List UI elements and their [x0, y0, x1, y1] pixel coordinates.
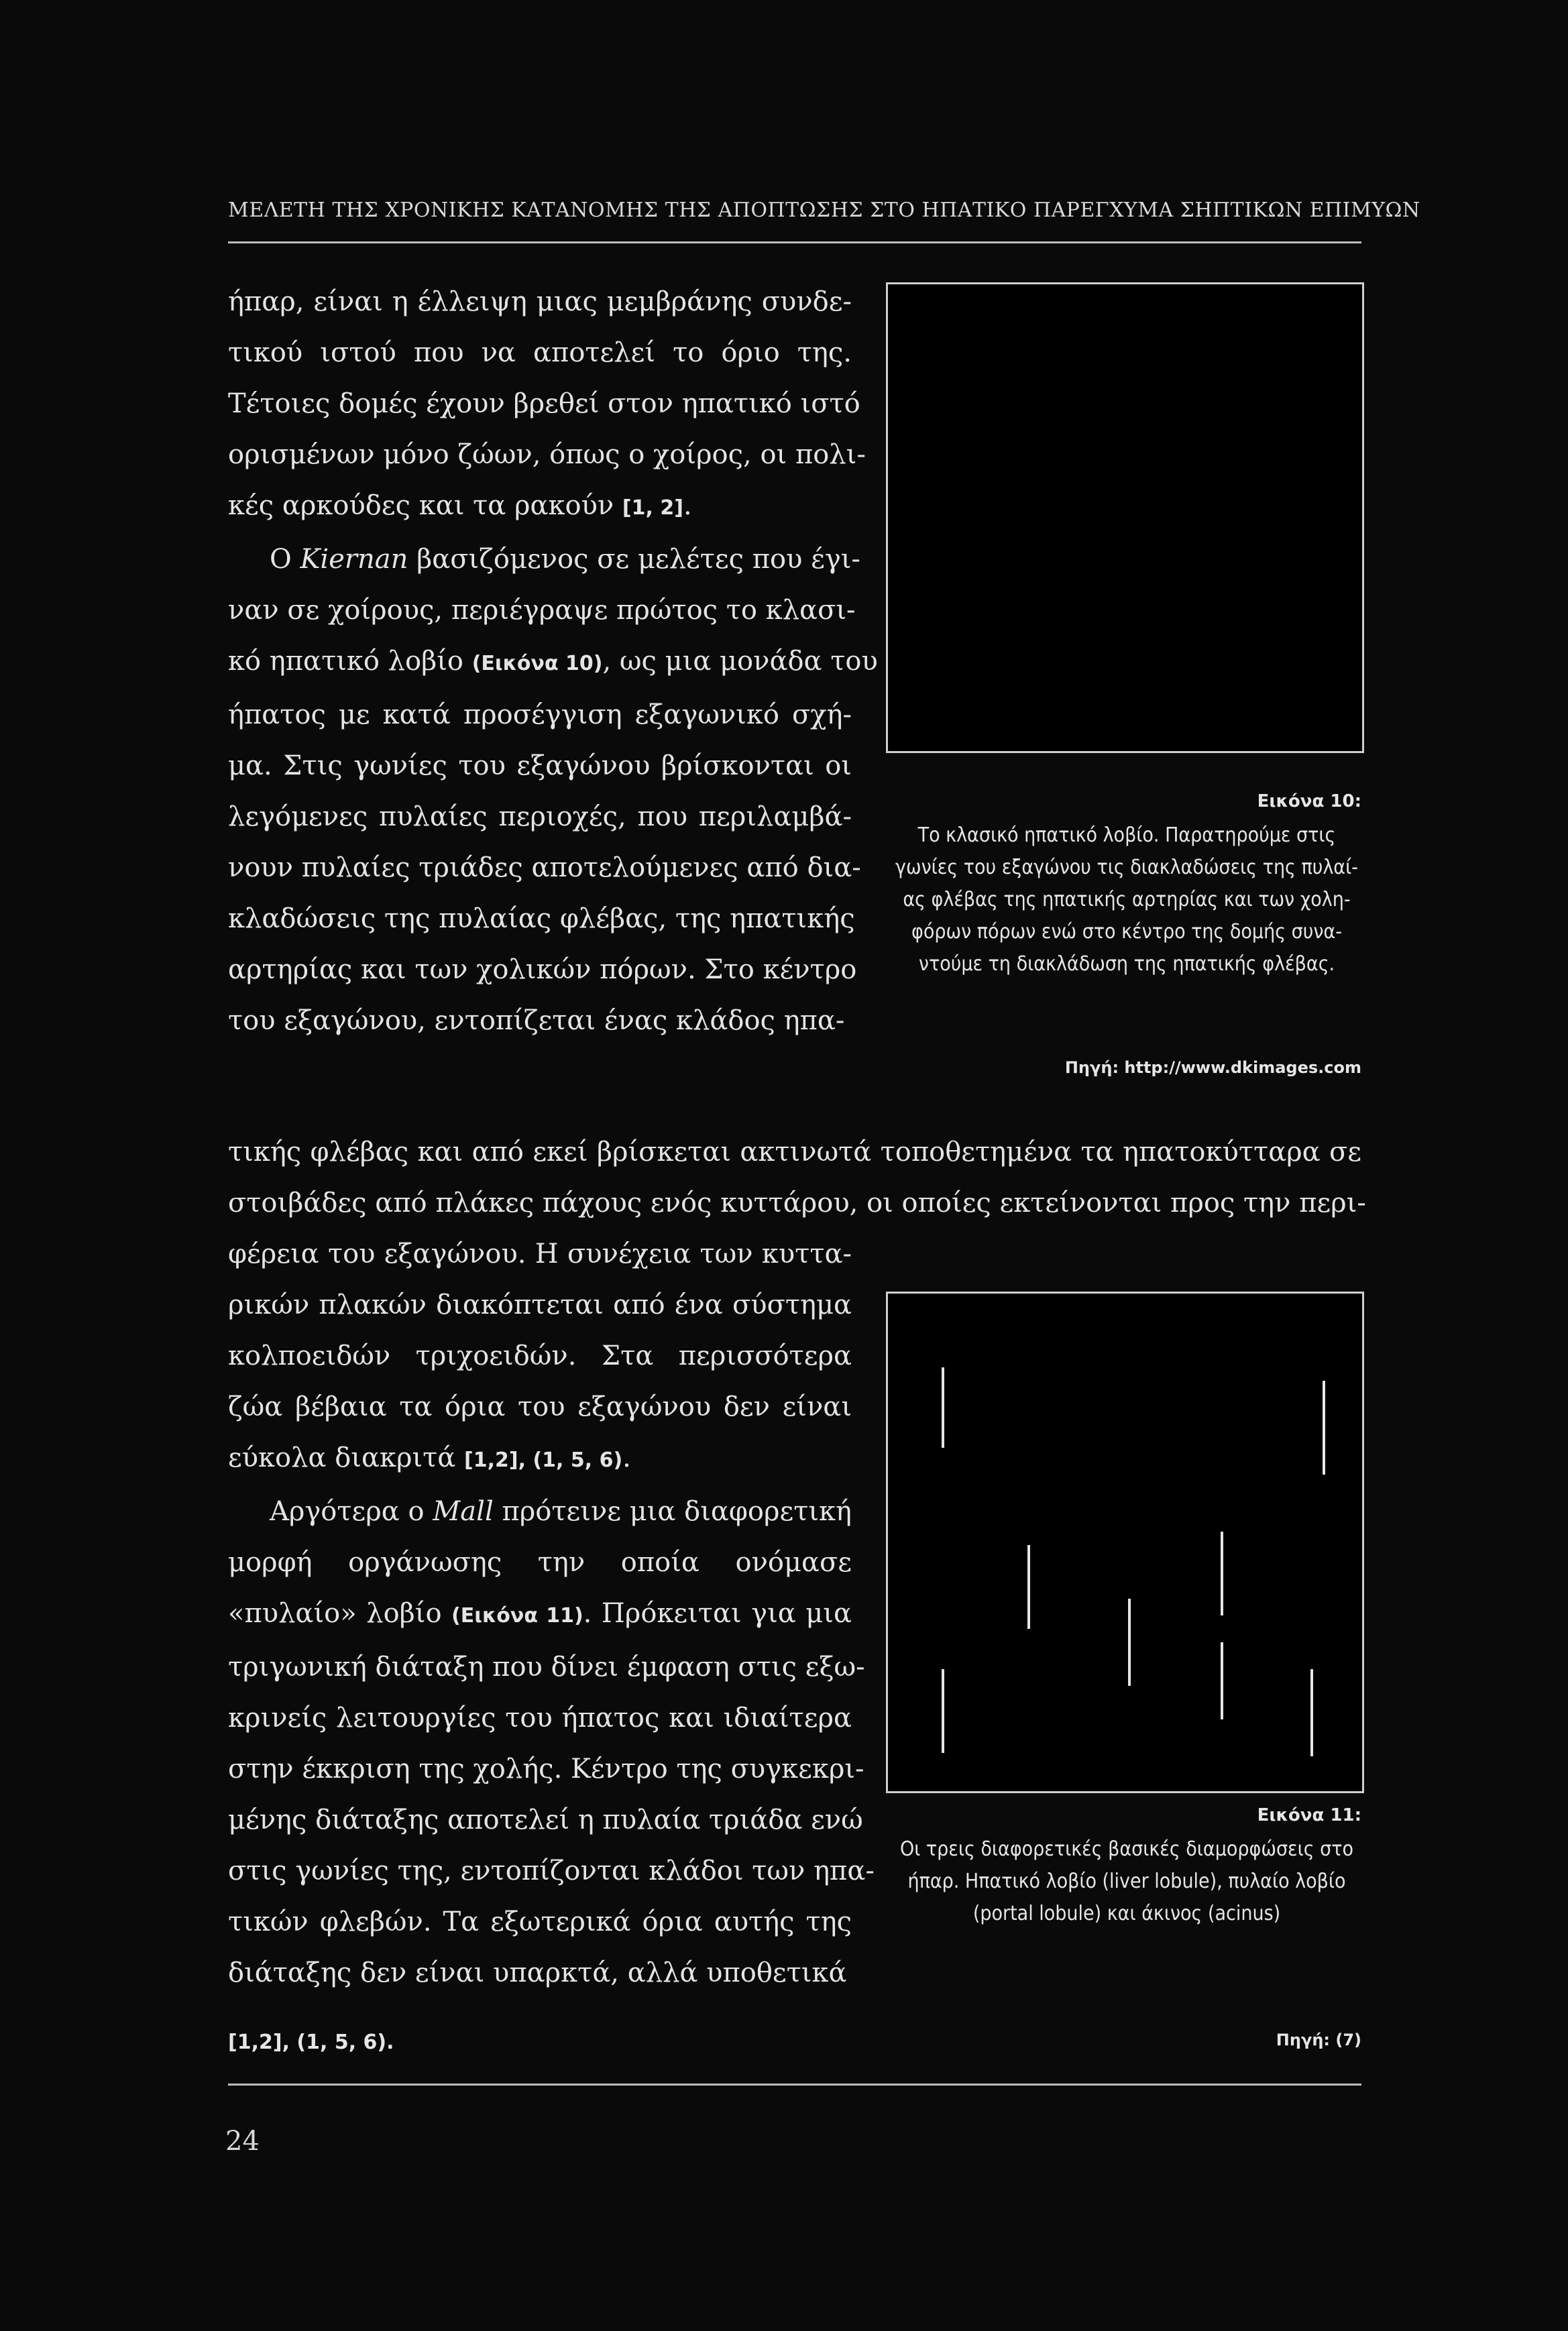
text-line: ρικών πλακών διακόπτεται από ένα σύστημα	[228, 1290, 852, 1320]
line-segment: βασιζόμενος σε μελέτες που έγι-	[408, 544, 860, 575]
caption-line: φόρων πόρων ενώ στο κέντρο της δομής συνα-	[911, 920, 1342, 944]
line-segment: εύκολα διακριτά	[228, 1442, 465, 1473]
author-name: Mall	[433, 1496, 494, 1527]
structure-line	[942, 1669, 944, 1753]
text-line: λεγόμενες πυλαίες περιοχές, που περιλαμβά-	[228, 801, 852, 832]
text-line	[228, 1432, 852, 1486]
text-line: ζώα βέβαια τα όρια του εξαγώνου δεν είναι	[228, 1391, 852, 1422]
structure-line	[1221, 1532, 1223, 1615]
caption-line: γωνίες του εξαγώνου τις διακλαδώσεις της πυλαί-	[895, 856, 1358, 879]
figure-11-label: Εικόνα 11:	[1257, 1805, 1361, 1825]
text-line: τικής φλέβας και από εκεί βρίσκεται ακτινωτά τοποθετημένα τα ηπατοκύτταρα σε	[228, 1137, 1361, 1168]
text-line: τικού ιστού που να αποτελεί το όριο της.	[228, 337, 852, 368]
caption-line: (portal lobule) και άκινος (acinus)	[972, 1902, 1281, 1925]
structure-line	[1128, 1599, 1131, 1686]
text-line: ήπατος με κατά προσέγγιση εξαγωνικό σχή-	[228, 699, 852, 730]
caption-line: ας φλέβας της ηπατικής αρτηρίας και των χολη-	[903, 888, 1351, 911]
text-line: φέρεια του εξαγώνου. Η συνέχεια των κυττα-	[228, 1239, 852, 1269]
footer-rule	[228, 2084, 1361, 2086]
line-segment: «πυλαίο» λοβίο	[228, 1598, 452, 1629]
line-segment: .	[683, 490, 692, 521]
text-line: στις γωνίες της, εντοπίζονται κλάδοι των ηπα-	[228, 1856, 875, 1886]
text-line: νουν πυλαίες τριάδες αποτελούμενες από δια-	[228, 852, 861, 883]
line-segment: κό ηπατικό λοβίο	[228, 646, 472, 677]
figure-10-image	[886, 282, 1364, 753]
text-line: μένης διάταξης αποτελεί η πυλαία τριάδα ενώ	[228, 1805, 863, 1835]
text-line: ορισμένων μόνο ζώων, όπως ο χοίρος, οι πολι-	[228, 439, 866, 470]
text-line: κρινείς λειτουργίες του ήπατος και ιδιαίτερα	[228, 1703, 852, 1733]
text-line: Τέτοιες δομές έχουν βρεθεί στον ηπατικό ιστό	[228, 388, 860, 419]
structure-line	[942, 1367, 944, 1448]
text-line: μορφή οργάνωσης την οποία ονόμασε	[228, 1547, 852, 1578]
caption-line: ντούμε τη διακλάδωση της ηπατικής φλέβας.	[918, 952, 1335, 976]
text-line: του εξαγώνου, εντοπίζεται ένας κλάδος ηπα-	[228, 1005, 845, 1036]
figure-11-source: Πηγή: (7)	[1276, 2031, 1361, 2049]
text-column-1	[228, 276, 878, 1046]
line-segment: κές αρκούδες και τα ρακούν	[228, 490, 622, 521]
text-line: τριγωνική διάταξη που δίνει έμφαση στις εξω-	[228, 1652, 865, 1683]
text-line: διάταξης δεν είναι υπαρκτά, αλλά υποθετικά	[228, 1957, 847, 1988]
structure-line	[1323, 1381, 1325, 1475]
author-name: Kiernan	[300, 544, 408, 575]
running-header: ΜΕΛΕΤΗ ΤΗΣ ΧΡΟΝΙΚΗΣ ΚΑΤΑΝΟΜΗΣ ΤΗΣ ΑΠΟΠΤΩΣΗΣ ΣΤΟ ΗΠΑΤΙΚΟ ΠΑΡΕΓΧΥΜΑ ΣΗΠΤΙΚΩΝ ΕΠΙΜΥΩΝ	[228, 198, 1420, 222]
text-line	[228, 480, 852, 534]
figure-10-label: Εικόνα 10:	[1257, 791, 1361, 811]
text-line: μα. Στις γωνίες του εξαγώνου βρίσκονται οι	[228, 750, 852, 781]
text-line: αρτηρίας και των χολικών πόρων. Στο κέντρο	[228, 954, 857, 985]
citation: (Εικόνα 10)	[471, 652, 603, 675]
text-line	[228, 534, 860, 585]
figure-10-caption	[892, 819, 1361, 980]
caption-line: Το κλασικό ηπατικό λοβίο. Παρατηρούμε στις	[917, 823, 1336, 847]
caption-line: Οι τρεις διαφορετικές βασικές διαμορφώσεις στο	[899, 1837, 1354, 1861]
figure-10-source: Πηγή: http://www.dkimages.com	[1064, 1058, 1361, 1077]
line-segment: πρότεινε μια διαφορετική	[493, 1496, 852, 1527]
final-reference: [1,2], (1, 5, 6).	[228, 2031, 394, 2054]
full-width-text	[228, 1127, 1366, 1229]
citation: [1,2], (1, 5, 6)	[464, 1448, 623, 1472]
text-line: στοιβάδες από πλάκες πάχους ενός κυττάρου, οι οποίες εκτείνονται προς την περι-	[228, 1188, 1366, 1218]
text-line	[228, 1588, 852, 1642]
text-line	[228, 1486, 852, 1537]
header-rule	[228, 241, 1361, 243]
text-column-2	[228, 1229, 875, 1998]
line-segment: Αργότερα ο	[270, 1496, 433, 1527]
figure-11-image	[886, 1292, 1364, 1793]
page-number: 24	[225, 2126, 260, 2157]
text-line: στην έκκριση της χολής. Κέντρο της συγκεκρι-	[228, 1754, 864, 1784]
line-segment: . Πρόκειται για μια	[583, 1598, 852, 1629]
text-line: ναν σε χοίρους, περιέγραψε πρώτος το κλασι-	[228, 595, 856, 626]
structure-line	[1221, 1642, 1223, 1719]
structure-line	[1027, 1545, 1030, 1629]
caption-line: ήπαρ. Ηπατικό λοβίο (liver lobule), πυλαίο λοβίο	[907, 1870, 1346, 1893]
text-line: ήπαρ, είναι η έλλειψη μιας μεμβράνης συνδε-	[228, 286, 852, 317]
structure-line	[1310, 1669, 1313, 1756]
citation: [1, 2]	[622, 496, 683, 520]
text-line	[228, 636, 878, 689]
figure-11-caption	[892, 1833, 1361, 1930]
line-segment: , ως μια μονάδα του	[602, 646, 878, 677]
line-segment: .	[622, 1442, 631, 1473]
line-segment: Ο	[270, 544, 300, 575]
text-line: κολποειδών τριχοειδών. Στα περισσότερα	[228, 1341, 852, 1371]
text-line: τικών φλεβών. Τα εξωτερικά όρια αυτής της	[228, 1907, 852, 1937]
text-line: κλαδώσεις της πυλαίας φλέβας, της ηπατικής	[228, 903, 855, 934]
citation: (Εικόνα 11)	[451, 1604, 583, 1628]
